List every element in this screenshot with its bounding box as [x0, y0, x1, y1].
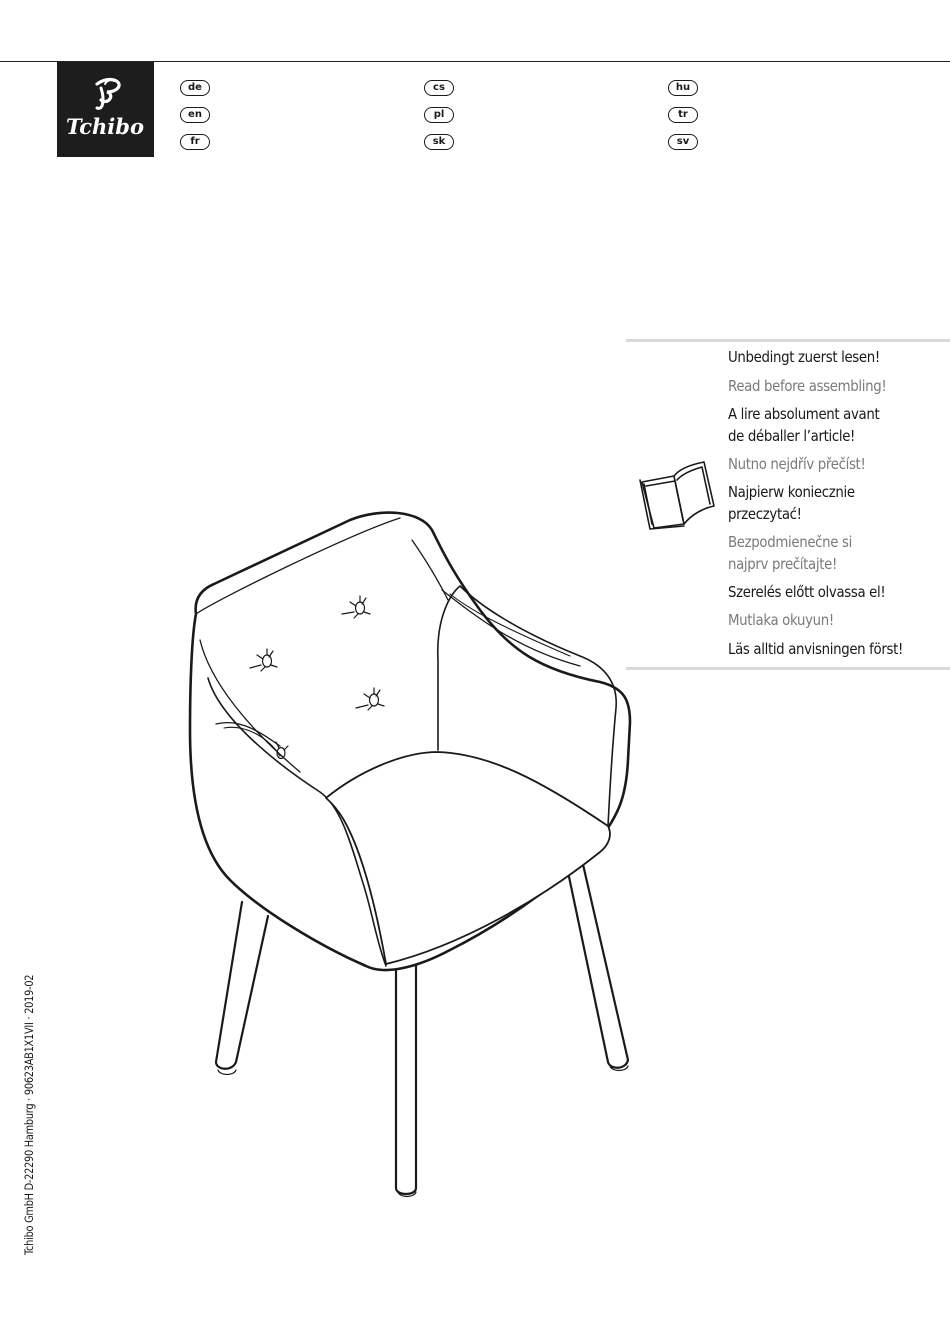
lang-badge-en: en: [180, 107, 210, 123]
read-first-sk-1: Bezpodmienečne si: [728, 533, 852, 551]
logo-wordmark: Tchibo: [66, 114, 144, 139]
armchair-illustration: [180, 510, 640, 1200]
open-book-icon: [638, 458, 718, 534]
lang-badge-fr: fr: [180, 134, 210, 150]
read-first-fr-2: de déballer l’article!: [728, 427, 856, 445]
tchibo-logo: [57, 62, 154, 157]
read-first-de: Unbedingt zuerst lesen!: [728, 348, 880, 366]
tchibo-logo-mark: [57, 62, 154, 157]
read-first-hu: Szerelés előtt olvassa el!: [728, 583, 886, 601]
imprint-text: [22, 925, 36, 1255]
read-first-en: Read before assembling!: [728, 377, 887, 395]
read-first-sk-2: najprv prečítajte!: [728, 555, 837, 573]
read-first-pl-2: przeczytać!: [728, 505, 802, 523]
lang-badge-de: de: [180, 80, 210, 96]
lang-badge-hu: hu: [668, 80, 698, 96]
lang-badge-sv: sv: [668, 134, 698, 150]
lang-badge-tr: tr: [668, 107, 698, 123]
lang-badge-sk: sk: [424, 134, 454, 150]
read-first-tr: Mutlaka okuyun!: [728, 611, 834, 629]
imprint-label: Tchibo GmbH D-22290 Hamburg · 90623AB1X1VII · 2019-02: [22, 974, 36, 1255]
lang-badge-pl: pl: [424, 107, 454, 123]
read-first-cs: Nutno nejdřív přečíst!: [728, 455, 866, 473]
read-first-sv: Läs alltid anvisningen först!: [728, 640, 903, 658]
read-first-pl-1: Najpierw koniecznie: [728, 483, 855, 501]
lang-badge-cs: cs: [424, 80, 454, 96]
read-first-fr-1: A lire absolument avant: [728, 405, 880, 423]
